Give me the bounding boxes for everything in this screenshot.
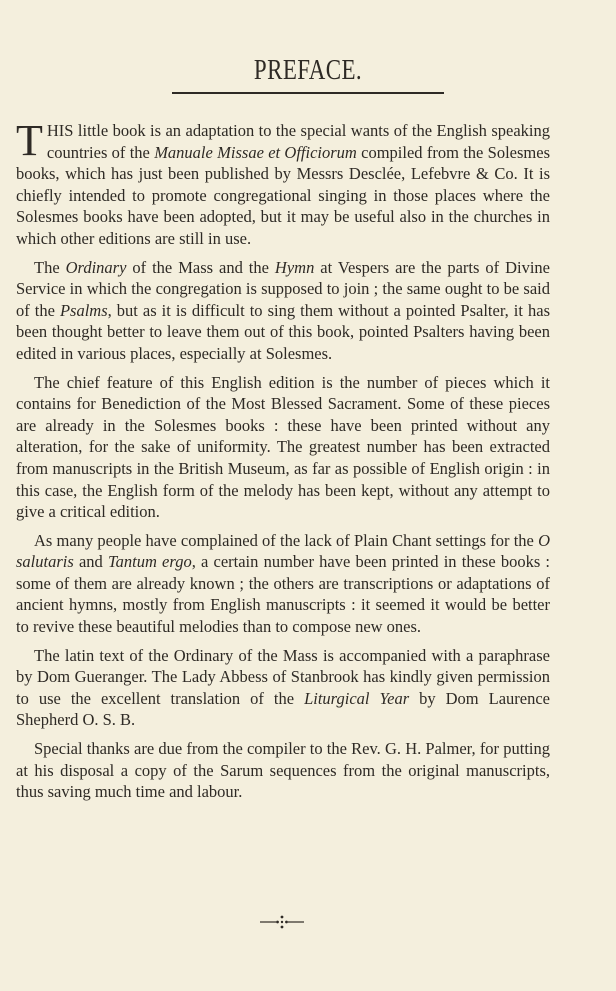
paragraph-1 <box>16 116 551 250</box>
title-rule <box>172 92 444 94</box>
paragraph-4 <box>16 530 550 638</box>
text-run: compiled from the Solesmes books, which has just been published by Messrs Desclée, Lefebvre & Co. It is chiefly intended to promote congregational singing in those places where the Solesmes books have been adopted, but it may be useful also in the churches in which other editions are still in use. <box>16 142 551 248</box>
title-italic: Psalms <box>59 300 108 320</box>
title-italic: Hymn <box>274 257 315 277</box>
text-run: As many people have complained of the lack of Plain Chant settings for the <box>34 530 539 550</box>
text-run: , a certain number have been printed in these books : some of them are already known ; the others are transcriptions or adaptations of ancient hymns, mostly from English manuscripts : it seemed it would be better to revive these beautiful melodies than to compose new ones. <box>16 552 551 637</box>
paragraph-6 <box>16 738 550 803</box>
ornament-icon <box>258 910 306 934</box>
text-run: The latin text of the Ordinary of the Mass is accompanied with a paraphrase by Dom Gueranger. The Lady Abbess of Stanbrook has kindly given permission to use the excellent translation of the <box>16 645 550 708</box>
text-run: The chief feature of this English edition is the number of pieces which it contains for Benediction of the Most Blessed Sacrament. Some of these pieces are already in the Solesmes books : these have been printed without any alteration, for the sake of uniformity. The greatest number has been extracted from manuscripts in the British Museum, as far as possible of English origin : in this case, the English form of the melody has been kept, without any attempt to give a critical edition. <box>16 372 550 522</box>
title-italic: Tantum ergo <box>107 552 192 572</box>
text-run: The <box>34 257 66 277</box>
title-italic: Ordinary <box>65 257 127 277</box>
drop-cap: T <box>16 116 43 165</box>
text-run: HIS little book is an adaptation to the special wants of the English speaking countries of the <box>46 121 550 162</box>
text-run: , but as it is difficult to sing them without a pointed Psalter, it has been thought better to leave them out of this book, pointed Psalters having been edited in various places, especially at Solesmes. <box>16 300 550 363</box>
paragraph-3 <box>16 372 550 523</box>
title-italic: O salutaris <box>16 530 550 572</box>
text-run: Special thanks are due from the compiler to the Rev. G. H. Palmer, for putting at his disposal a copy of the Sarum sequences from the original manuscripts, thus saving much time and labour. <box>16 739 550 802</box>
paragraph-2 <box>16 257 550 365</box>
text-run: by Dom Laurence Shepherd O. S. B. <box>16 688 550 730</box>
text-run: of the Mass and the <box>126 257 275 277</box>
paragraph-5 <box>16 645 550 731</box>
text-run: at Vespers are the parts of Divine Service in which the congregation is supposed to join ; the same ought to be said of the <box>16 257 550 320</box>
preface-body <box>16 116 551 810</box>
page-title: PREFACE. <box>253 54 363 86</box>
text-run: and <box>73 552 108 572</box>
title-italic: Liturgical Year <box>304 688 410 708</box>
title-italic: Manuale Missae et Officiorum <box>154 142 357 162</box>
